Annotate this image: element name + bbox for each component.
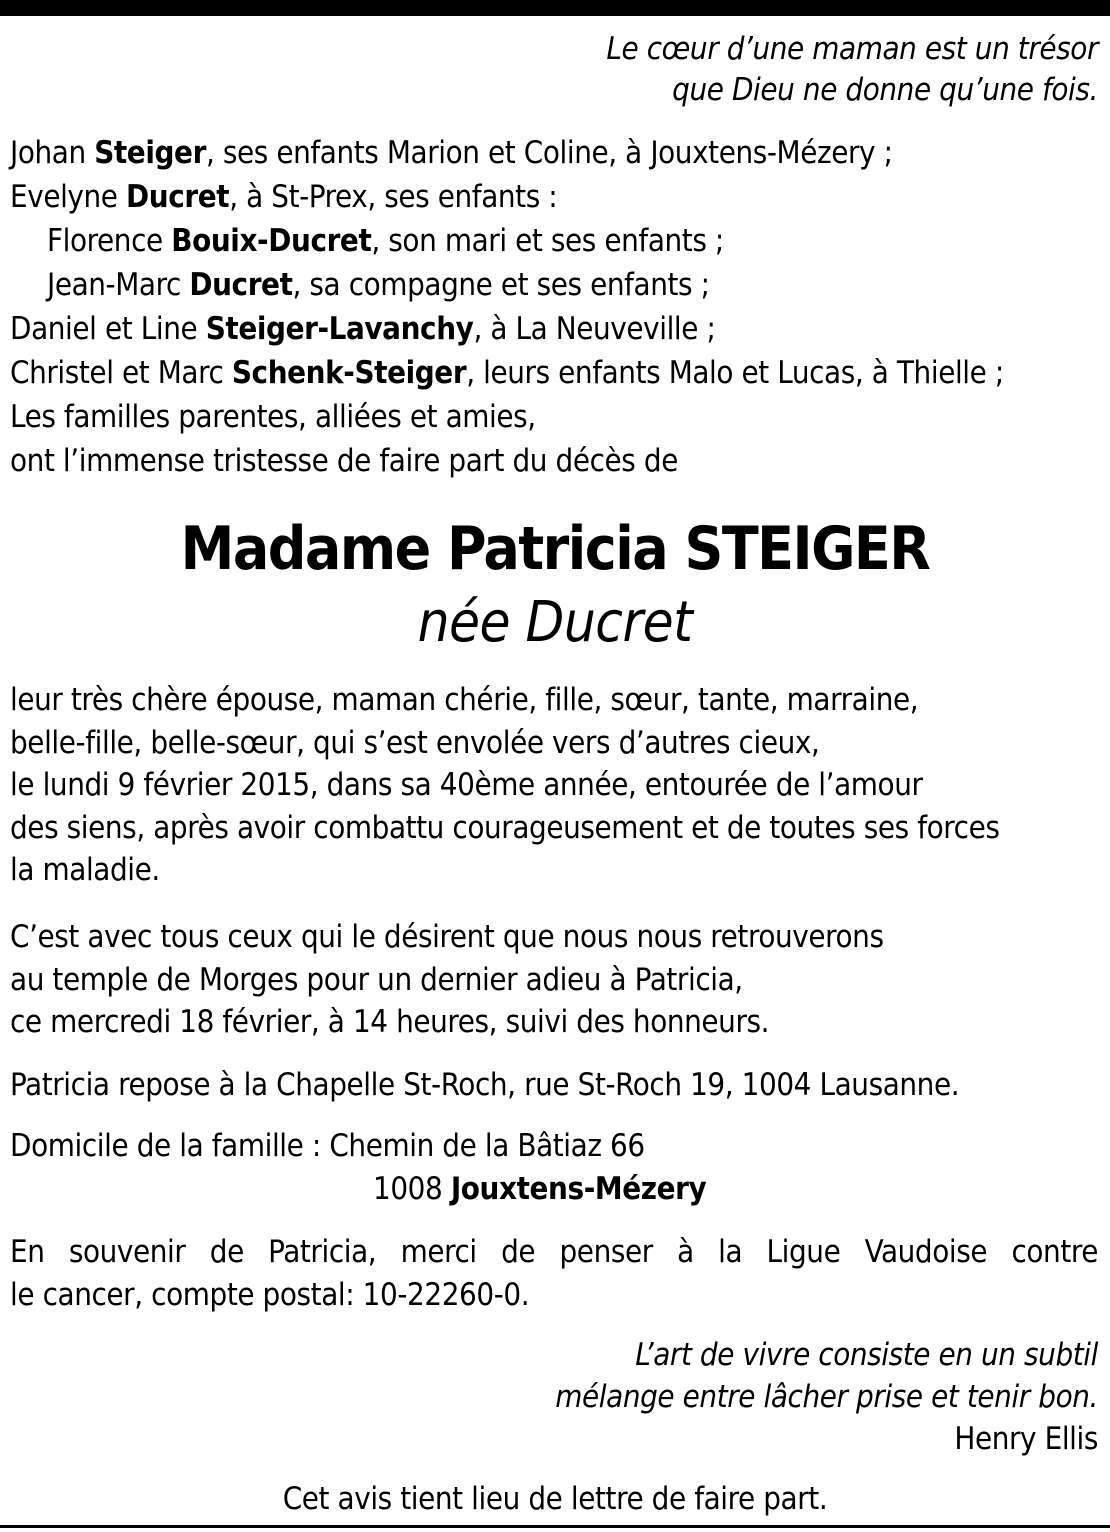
domicile-line-1: Domicile de la famille : Chemin de la Bâtiaz 66 <box>10 1128 645 1164</box>
para2-line-2: au temple de Morges pour un dernier adieu à Patricia, <box>10 962 743 998</box>
para3-line-1: Patricia repose à la Chapelle St-Roch, rue St-Roch 19, 1004 Lausanne. <box>10 1067 960 1103</box>
family-line-2 <box>10 178 557 216</box>
para1-line-4: des siens, après avoir combattu courageusement et de toutes ses forces <box>10 810 1000 846</box>
quote-bottom-line-2: mélange entre lâcher prise et tenir bon. <box>555 1379 1098 1415</box>
para2-line-3: ce mercredi 18 février, à 14 heures, suivi des honneurs. <box>10 1004 770 1040</box>
donation-line-2: le cancer, compte postal: 10-22260-0. <box>10 1277 530 1313</box>
top-rule <box>0 0 1110 16</box>
domicile-line-2 <box>373 1170 706 1208</box>
family-line-3-surname: Bouix-Ducret <box>171 223 372 259</box>
family-line-6-surname: Schenk-Steiger <box>231 355 467 391</box>
bottom-rule <box>0 1525 1110 1528</box>
family-line-5-post: , à La Neuveville ; <box>473 311 716 347</box>
family-line-4-surname: Ducret <box>189 267 293 303</box>
quote-author: Henry Ellis <box>954 1421 1098 1457</box>
quote-top-line-1: Le cœur d’une maman est un trésor <box>606 31 1098 67</box>
family-line-2-pre: Evelyne <box>10 179 127 215</box>
family-line-5-surname: Steiger-Lavanchy <box>205 311 474 347</box>
footer-notice: Cet avis tient lieu de lettre de faire part. <box>282 1481 828 1517</box>
family-line-2-post: , à St-Prex, ses enfants : <box>229 179 558 215</box>
domicile-postcode: 1008 <box>373 1171 451 1207</box>
family-line-1-post: , ses enfants Marion et Coline, à Jouxtens-Mézery ; <box>205 135 893 171</box>
family-line-1 <box>10 134 893 172</box>
donation-line-1: En souvenir de Patricia, merci de penser à la Ligue Vaudoise contre <box>10 1234 1098 1270</box>
family-line-1-pre: Johan <box>10 135 95 171</box>
quote-bottom-line-1: L’art de vivre consiste en un subtil <box>635 1337 1098 1373</box>
family-line-6 <box>10 354 1004 392</box>
family-line-7: Les familles parentes, alliées et amies, <box>10 399 536 435</box>
deceased-maiden-name: née Ducret <box>417 590 693 655</box>
family-line-6-post: , leurs enfants Malo et Lucas, à Thielle ; <box>466 355 1004 391</box>
family-line-1-surname: Steiger <box>94 135 206 171</box>
family-line-8: ont l’immense tristesse de faire part du décès de <box>10 443 678 479</box>
para1-line-3: le lundi 9 février 2015, dans sa 40ème année, entourée de l’amour <box>10 767 923 803</box>
family-line-4-pre: Jean-Marc <box>47 267 190 303</box>
family-line-2-surname: Ducret <box>126 179 230 215</box>
family-line-4-post: , sa compagne et ses enfants ; <box>292 267 710 303</box>
family-line-6-pre: Christel et Marc <box>10 355 232 391</box>
para1-line-5: la maladie. <box>10 852 160 888</box>
deceased-name: Madame Patricia STEIGER <box>180 514 930 584</box>
para1-line-2: belle-fille, belle-sœur, qui s’est envolée vers d’autres cieux, <box>10 725 820 761</box>
family-line-3 <box>47 222 724 260</box>
para1-line-1: leur très chère épouse, maman chérie, fille, sœur, tante, marraine, <box>10 682 919 718</box>
family-line-5-pre: Daniel et Line <box>10 311 206 347</box>
domicile-locality: Jouxtens-Mézery <box>450 1171 707 1207</box>
family-line-5 <box>10 310 716 348</box>
quote-top-line-2: que Dieu ne donne qu’une fois. <box>672 72 1098 108</box>
family-line-4 <box>47 266 710 304</box>
family-line-3-pre: Florence <box>47 223 172 259</box>
para2-line-1: C’est avec tous ceux qui le désirent que nous nous retrouverons <box>10 919 884 955</box>
family-line-3-post: , son mari et ses enfants ; <box>371 223 724 259</box>
